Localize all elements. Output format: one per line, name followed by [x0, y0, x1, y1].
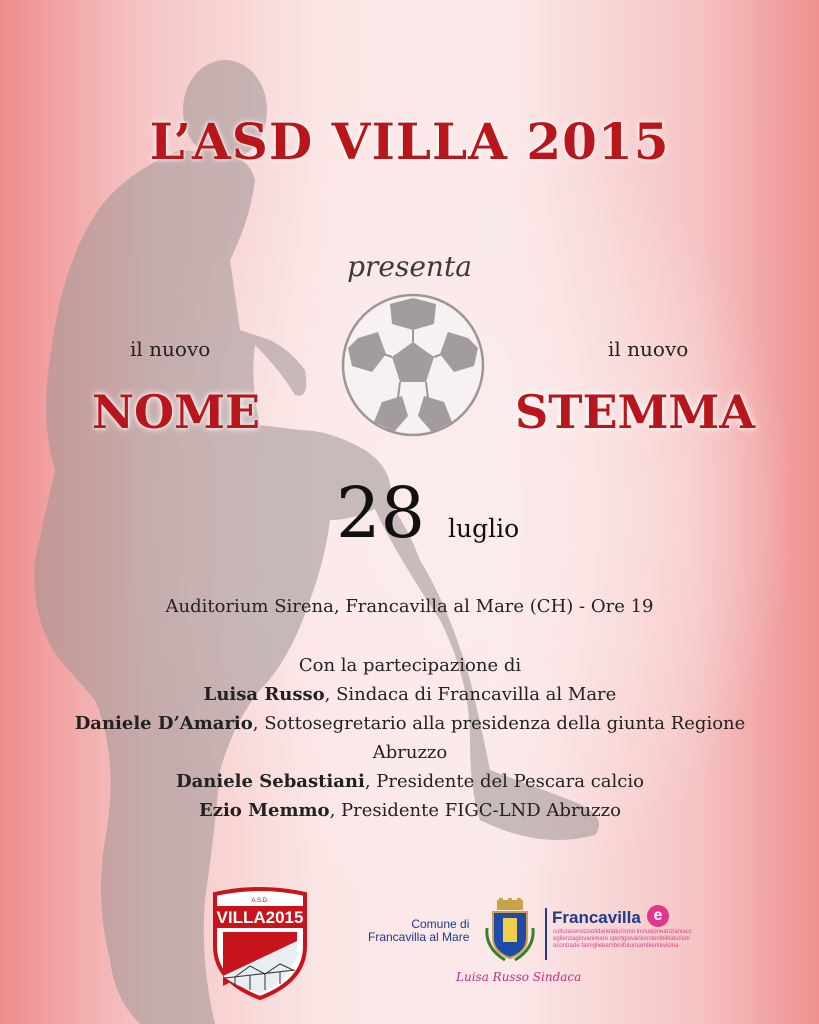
- francavilla-e-badge: e: [647, 905, 669, 927]
- francavilla-brand: Francavilla: [552, 908, 641, 927]
- crest-top-text: A.S.D.: [251, 898, 269, 904]
- logo-divider: [545, 908, 547, 960]
- guest-name: Ezio Memmo: [199, 800, 330, 821]
- mayor-signature: Luisa Russo Sindaca: [456, 970, 582, 984]
- soccer-ball-icon: [338, 290, 488, 440]
- date-day: 28: [336, 472, 426, 554]
- nome-heading: NOME: [92, 385, 261, 439]
- right-subtitle: il nuovo: [608, 337, 689, 361]
- guest-line: [60, 709, 760, 767]
- presenta-script: presenta: [347, 250, 472, 283]
- coat-of-arms-logo: [483, 898, 537, 964]
- left-subtitle: il nuovo: [130, 337, 211, 361]
- guest-line: [60, 796, 760, 825]
- comune-logo-text: [368, 918, 469, 944]
- club-crest-logo: [205, 886, 315, 1001]
- guest-role: , Presidente FIGC-LND Abruzzo: [329, 800, 621, 821]
- guest-name: Daniele Sebastiani: [176, 771, 365, 792]
- date-month: luglio: [448, 514, 520, 543]
- guest-role: , Presidente del Pescara calcio: [364, 771, 644, 792]
- stemma-heading: STEMMA: [515, 385, 756, 439]
- guest-name: Luisa Russo: [203, 684, 325, 705]
- guest-role: , Sottosegretario alla presidenza della giunta Regione Abruzzo: [252, 713, 746, 763]
- participation-intro: Con la partecipazione di: [298, 655, 522, 676]
- francavilla-tagline: culturaservizisolidarietàturismo inclusioneanzianiaccoglienzagiovanimare sportgiovanisostenibilitàturismocontrade famigliebambinifuturoambientevicina: [553, 929, 692, 949]
- venue-line: Auditorium Sirena, Francavilla al Mare (CH) - Ore 19: [165, 596, 654, 617]
- crest-club-name: VILLA2015: [216, 908, 304, 927]
- guest-name: Daniele D’Amario: [74, 713, 253, 734]
- guest-role: , Sindaca di Francavilla al Mare: [324, 684, 617, 705]
- guest-line: [60, 680, 760, 709]
- comune-line2: Francavilla al Mare: [368, 930, 470, 944]
- guest-line: [60, 767, 760, 796]
- comune-line1: Comune di: [411, 917, 470, 931]
- participation-block: [60, 651, 760, 825]
- poster-title: L’ASD VILLA 2015: [149, 112, 670, 171]
